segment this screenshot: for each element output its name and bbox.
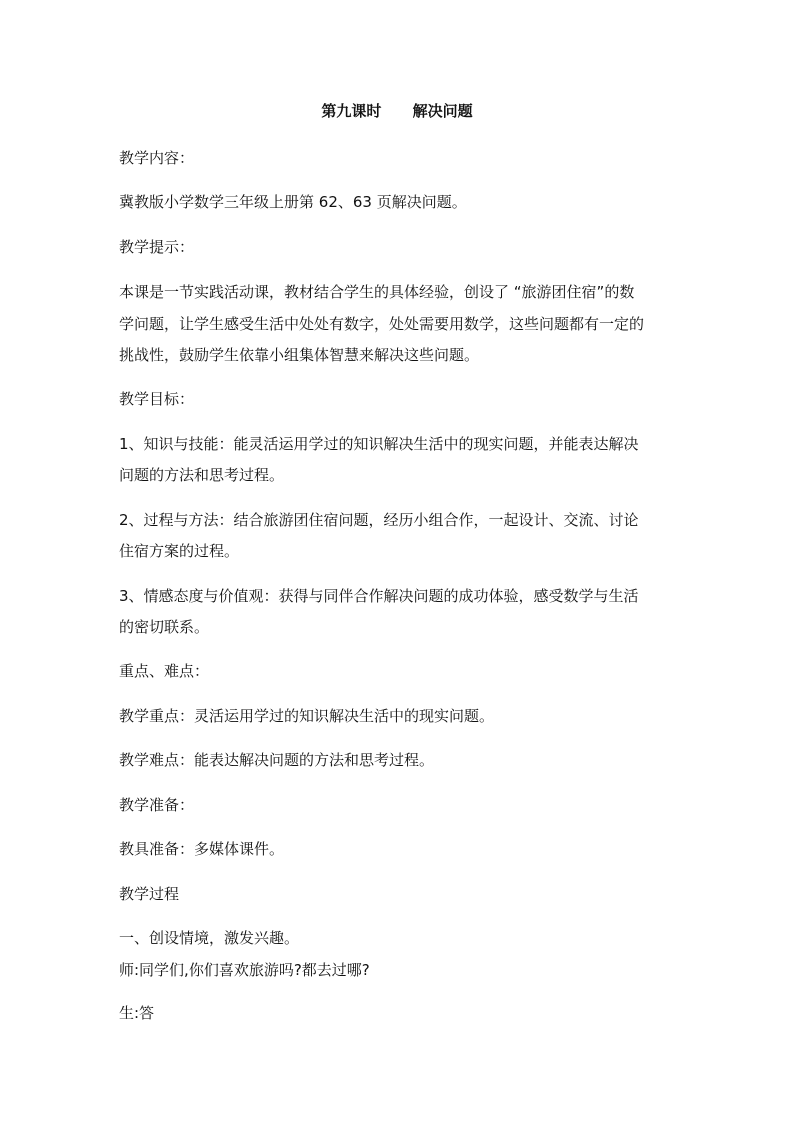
teaching-content-text: 冀教版小学数学三年级上册第 62、63 页解决问题。 (119, 193, 467, 211)
heading-preparation: 教学准备： (119, 796, 195, 814)
teaching-tips-line-3: 挑战性，鼓励学生依靠小组集体智慧来解决这些问题。 (119, 346, 480, 364)
teaching-tips-line-2: 学问题，让学生感受生活中处处有数字，处处需要用数学，这些问题都有一定的 (119, 315, 645, 333)
student-answer: 生:答 (119, 1004, 155, 1022)
key-point-text: 教学重点：灵活运用学过的知识解决生活中的现实问题。 (119, 707, 495, 725)
goal-1-line-2: 问题的方法和思考过程。 (119, 466, 285, 484)
heading-key-difficult-points: 重点、难点： (119, 662, 210, 680)
teaching-aids-text: 教具准备：多媒体课件。 (119, 840, 285, 858)
teacher-question: 师:同学们,你们喜欢旅游吗?都去过哪? (119, 961, 370, 979)
goal-3-line-1: 3、情感态度与价值观：获得与同伴合作解决问题的成功体验，感受数学与生活 (119, 587, 639, 605)
teaching-tips-line-1: 本课是一节实践活动课，教材结合学生的具体经验，创设了 “旅游团住宿”的数 (119, 283, 635, 301)
goal-2-line-2: 住宿方案的过程。 (119, 542, 240, 560)
lesson-title: 第九课时 解决问题 (321, 102, 473, 120)
heading-teaching-tips: 教学提示： (119, 238, 195, 256)
section-1-heading: 一、创设情境，激发兴趣。 (119, 929, 300, 947)
goal-2-line-1: 2、过程与方法：结合旅游团住宿问题，经历小组合作，一起设计、交流、讨论 (119, 511, 639, 529)
heading-teaching-process: 教学过程 (119, 885, 180, 903)
difficult-point-text: 教学难点：能表达解决问题的方法和思考过程。 (119, 751, 435, 769)
goal-3-line-2: 的密切联系。 (119, 618, 210, 636)
goal-1-line-1: 1、知识与技能：能灵活运用学过的知识解决生活中的现实问题，并能表达解决 (119, 435, 639, 453)
heading-teaching-goals: 教学目标： (119, 390, 195, 408)
heading-teaching-content: 教学内容： (119, 149, 195, 167)
